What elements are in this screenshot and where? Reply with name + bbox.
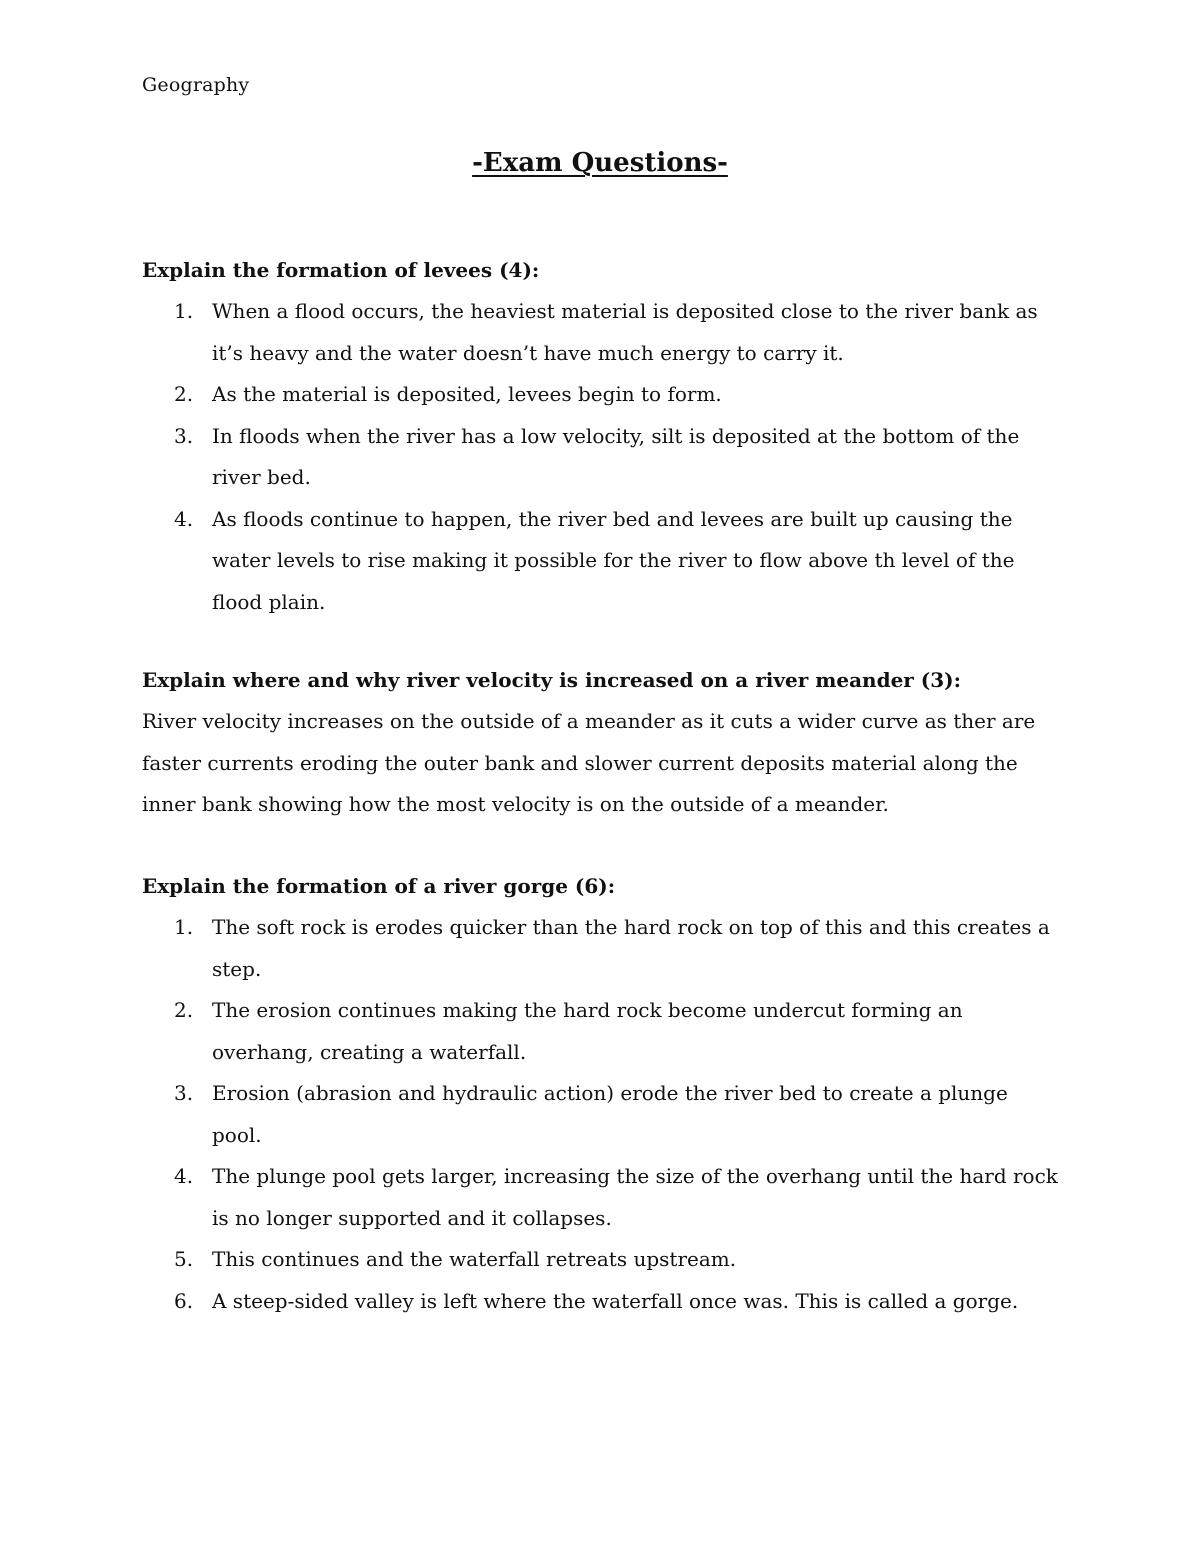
list-item-text: Erosion (abrasion and hydraulic action) erode the river bed to create a plunge pool. (212, 1081, 1008, 1147)
list-item (142, 499, 1062, 624)
list-item (142, 1073, 1062, 1156)
list-item-text: The erosion continues making the hard rock become undercut forming an overhang, creating a waterfall. (212, 998, 963, 1064)
numbered-list (142, 907, 1062, 1322)
list-item (142, 907, 1062, 990)
page-title-text: -Exam Questions- (472, 148, 728, 178)
list-number: 3. (174, 423, 194, 448)
list-item-text: A steep-sided valley is left where the waterfall once was. This is called a gorge. (212, 1288, 1019, 1313)
list-item-text: The plunge pool gets larger, increasing the size of the overhang until the hard rock is no longer supported and it collapses. (212, 1164, 1058, 1230)
section-meander (142, 660, 1062, 826)
list-item (142, 990, 1062, 1073)
list-item-text: When a flood occurs, the heaviest material is deposited close to the river bank as it’s heavy and the water doesn’t have much energy to carry it. (212, 299, 1038, 365)
section-heading: Explain the formation of a river gorge (6): (142, 874, 616, 898)
list-number: 4. (174, 1164, 194, 1188)
list-item-text: This continues and the waterfall retreats upstream. (212, 1247, 737, 1271)
list-item-text: In floods when the river has a low velocity, silt is deposited at the bottom of the river bed. (212, 423, 1020, 489)
list-item (142, 1281, 1062, 1323)
list-number: 1. (174, 299, 194, 323)
page-title (0, 148, 1200, 178)
list-number: 2. (174, 998, 194, 1022)
list-item-text: The soft rock is erodes quicker than the hard rock on top of this and this creates a step. (212, 915, 1050, 981)
subject-header: Geography (142, 74, 250, 96)
section-heading: Explain where and why river velocity is increased on a river meander (3): (142, 668, 962, 692)
list-number: 4. (174, 506, 194, 531)
section-levees (142, 250, 1062, 623)
list-number: 2. (174, 382, 194, 406)
section-gorge (142, 866, 1062, 1322)
section-heading: Explain the formation of levees (4): (142, 258, 540, 282)
list-item (142, 291, 1062, 374)
list-item (142, 1239, 1062, 1281)
list-item (142, 416, 1062, 499)
list-item (142, 1156, 1062, 1239)
answer-paragraph: River velocity increases on the outside of a meander as it cuts a wider curve as ther are faster currents eroding the outer bank and slower current deposits material along the inner bank showing how the most velocity is on the outside of a meander. (142, 709, 1036, 816)
list-number: 3. (174, 1081, 194, 1105)
list-number: 5. (174, 1247, 194, 1271)
list-number: 6. (174, 1288, 194, 1313)
numbered-list (142, 291, 1062, 623)
list-item (142, 374, 1062, 416)
list-item-text: As floods continue to happen, the river bed and levees are built up causing the water levels to rise making it possible for the river to flow above th level of the flood plain. (212, 506, 1015, 614)
list-item-text: As the material is deposited, levees begin to form. (212, 382, 722, 406)
list-number: 1. (174, 915, 194, 939)
